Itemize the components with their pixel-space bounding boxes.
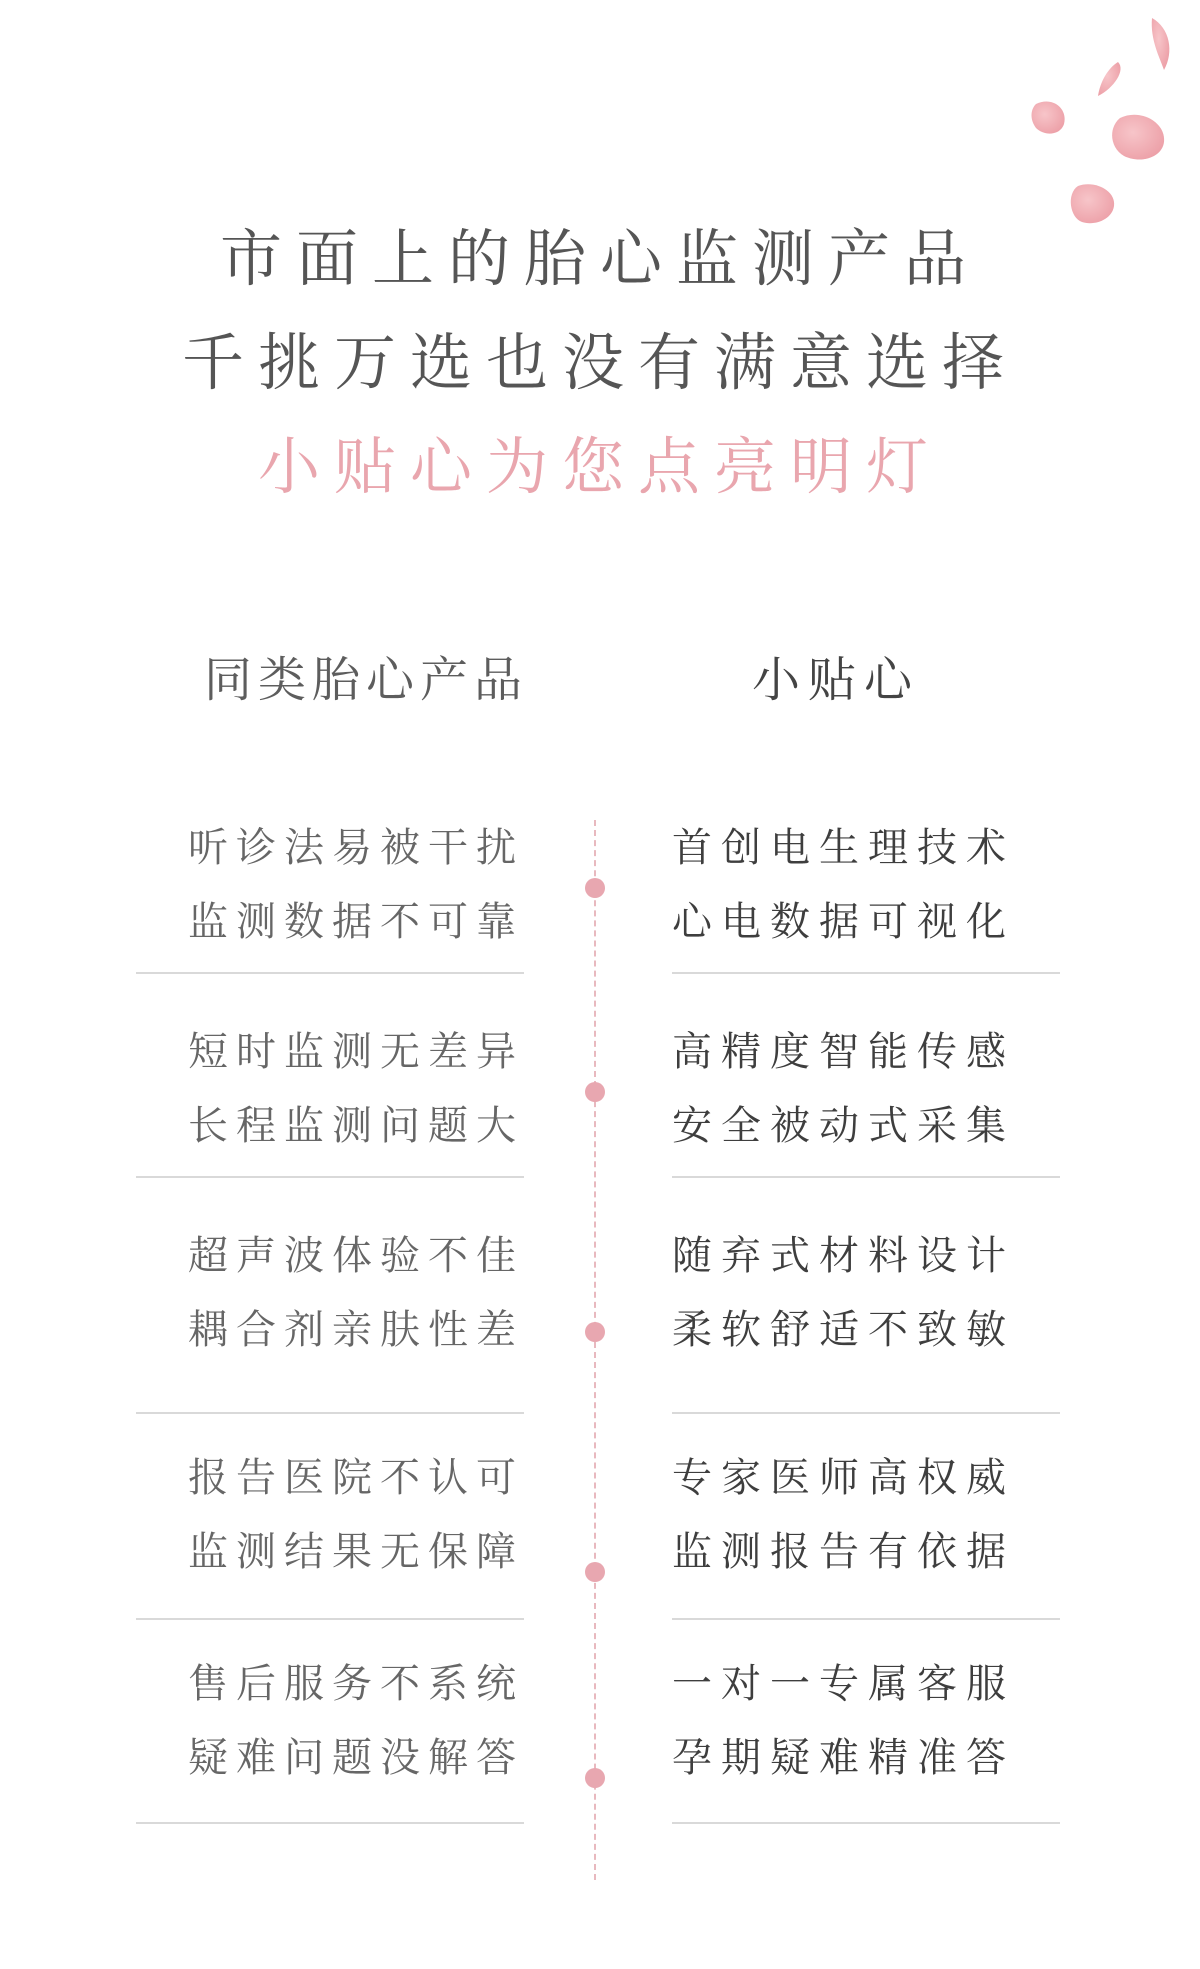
rose-petal-icon xyxy=(1032,101,1065,133)
row-divider xyxy=(136,972,524,974)
rose-petal-icon xyxy=(1071,184,1114,223)
headline-line-2: 千挑万选也没有满意选择 xyxy=(181,326,1018,399)
timeline-dot xyxy=(585,1082,605,1102)
product-column-title: 小贴心 xyxy=(752,652,921,708)
row-2-competitor-line-2: 长程监测问题大 xyxy=(188,1103,524,1149)
row-divider xyxy=(672,1618,1060,1620)
headline-line-1: 市面上的胎心监测产品 xyxy=(219,222,980,295)
row-5-product-line-1: 一对一专属客服 xyxy=(672,1661,1015,1707)
headline-highlight: 小贴心为您点亮明灯 xyxy=(257,430,942,503)
row-3-product-line-2: 柔软舒适不致敏 xyxy=(672,1307,1015,1353)
timeline-dot xyxy=(585,1768,605,1788)
row-2-competitor-line-1: 短时监测无差异 xyxy=(188,1029,524,1075)
row-4-competitor-line-2: 监测结果无保障 xyxy=(188,1529,524,1575)
row-5-competitor-line-1: 售后服务不系统 xyxy=(188,1661,524,1707)
row-divider xyxy=(672,1822,1060,1824)
row-1-competitor-line-1: 听诊法易被干扰 xyxy=(188,825,524,871)
rose-petal-icon xyxy=(1098,62,1121,96)
row-1-product-line-2: 心电数据可视化 xyxy=(672,899,1015,945)
row-divider xyxy=(136,1176,524,1178)
row-5-competitor-line-2: 疑难问题没解答 xyxy=(188,1735,524,1781)
row-4-competitor-line-1: 报告医院不认可 xyxy=(188,1455,524,1501)
row-3-competitor-line-2: 耦合剂亲肤性差 xyxy=(188,1307,524,1353)
row-2-product-line-2: 安全被动式采集 xyxy=(672,1103,1015,1149)
rose-petal-icon xyxy=(1152,18,1170,70)
row-3-product-line-1: 随弃式材料设计 xyxy=(672,1233,1015,1279)
rose-petal-icon xyxy=(1112,115,1164,160)
competitor-column-title: 同类胎心产品 xyxy=(203,652,528,708)
row-4-product-line-2: 监测报告有依据 xyxy=(672,1529,1015,1575)
row-divider xyxy=(672,1176,1060,1178)
row-divider xyxy=(672,972,1060,974)
timeline-dashed-line xyxy=(594,820,596,1880)
timeline-dot xyxy=(585,1562,605,1582)
row-4-product-line-1: 专家医师高权威 xyxy=(672,1455,1015,1501)
row-divider xyxy=(136,1618,524,1620)
row-divider xyxy=(672,1412,1060,1414)
row-2-product-line-1: 高精度智能传感 xyxy=(672,1029,1015,1075)
row-1-product-line-1: 首创电生理技术 xyxy=(672,825,1015,871)
row-1-competitor-line-2: 监测数据不可靠 xyxy=(188,899,524,945)
rose-petals-decoration xyxy=(0,0,1200,260)
row-5-product-line-2: 孕期疑难精准答 xyxy=(672,1735,1015,1781)
timeline-dot xyxy=(585,878,605,898)
timeline-dot xyxy=(585,1322,605,1342)
row-3-competitor-line-1: 超声波体验不佳 xyxy=(188,1233,524,1279)
row-divider xyxy=(136,1822,524,1824)
row-divider xyxy=(136,1412,524,1414)
